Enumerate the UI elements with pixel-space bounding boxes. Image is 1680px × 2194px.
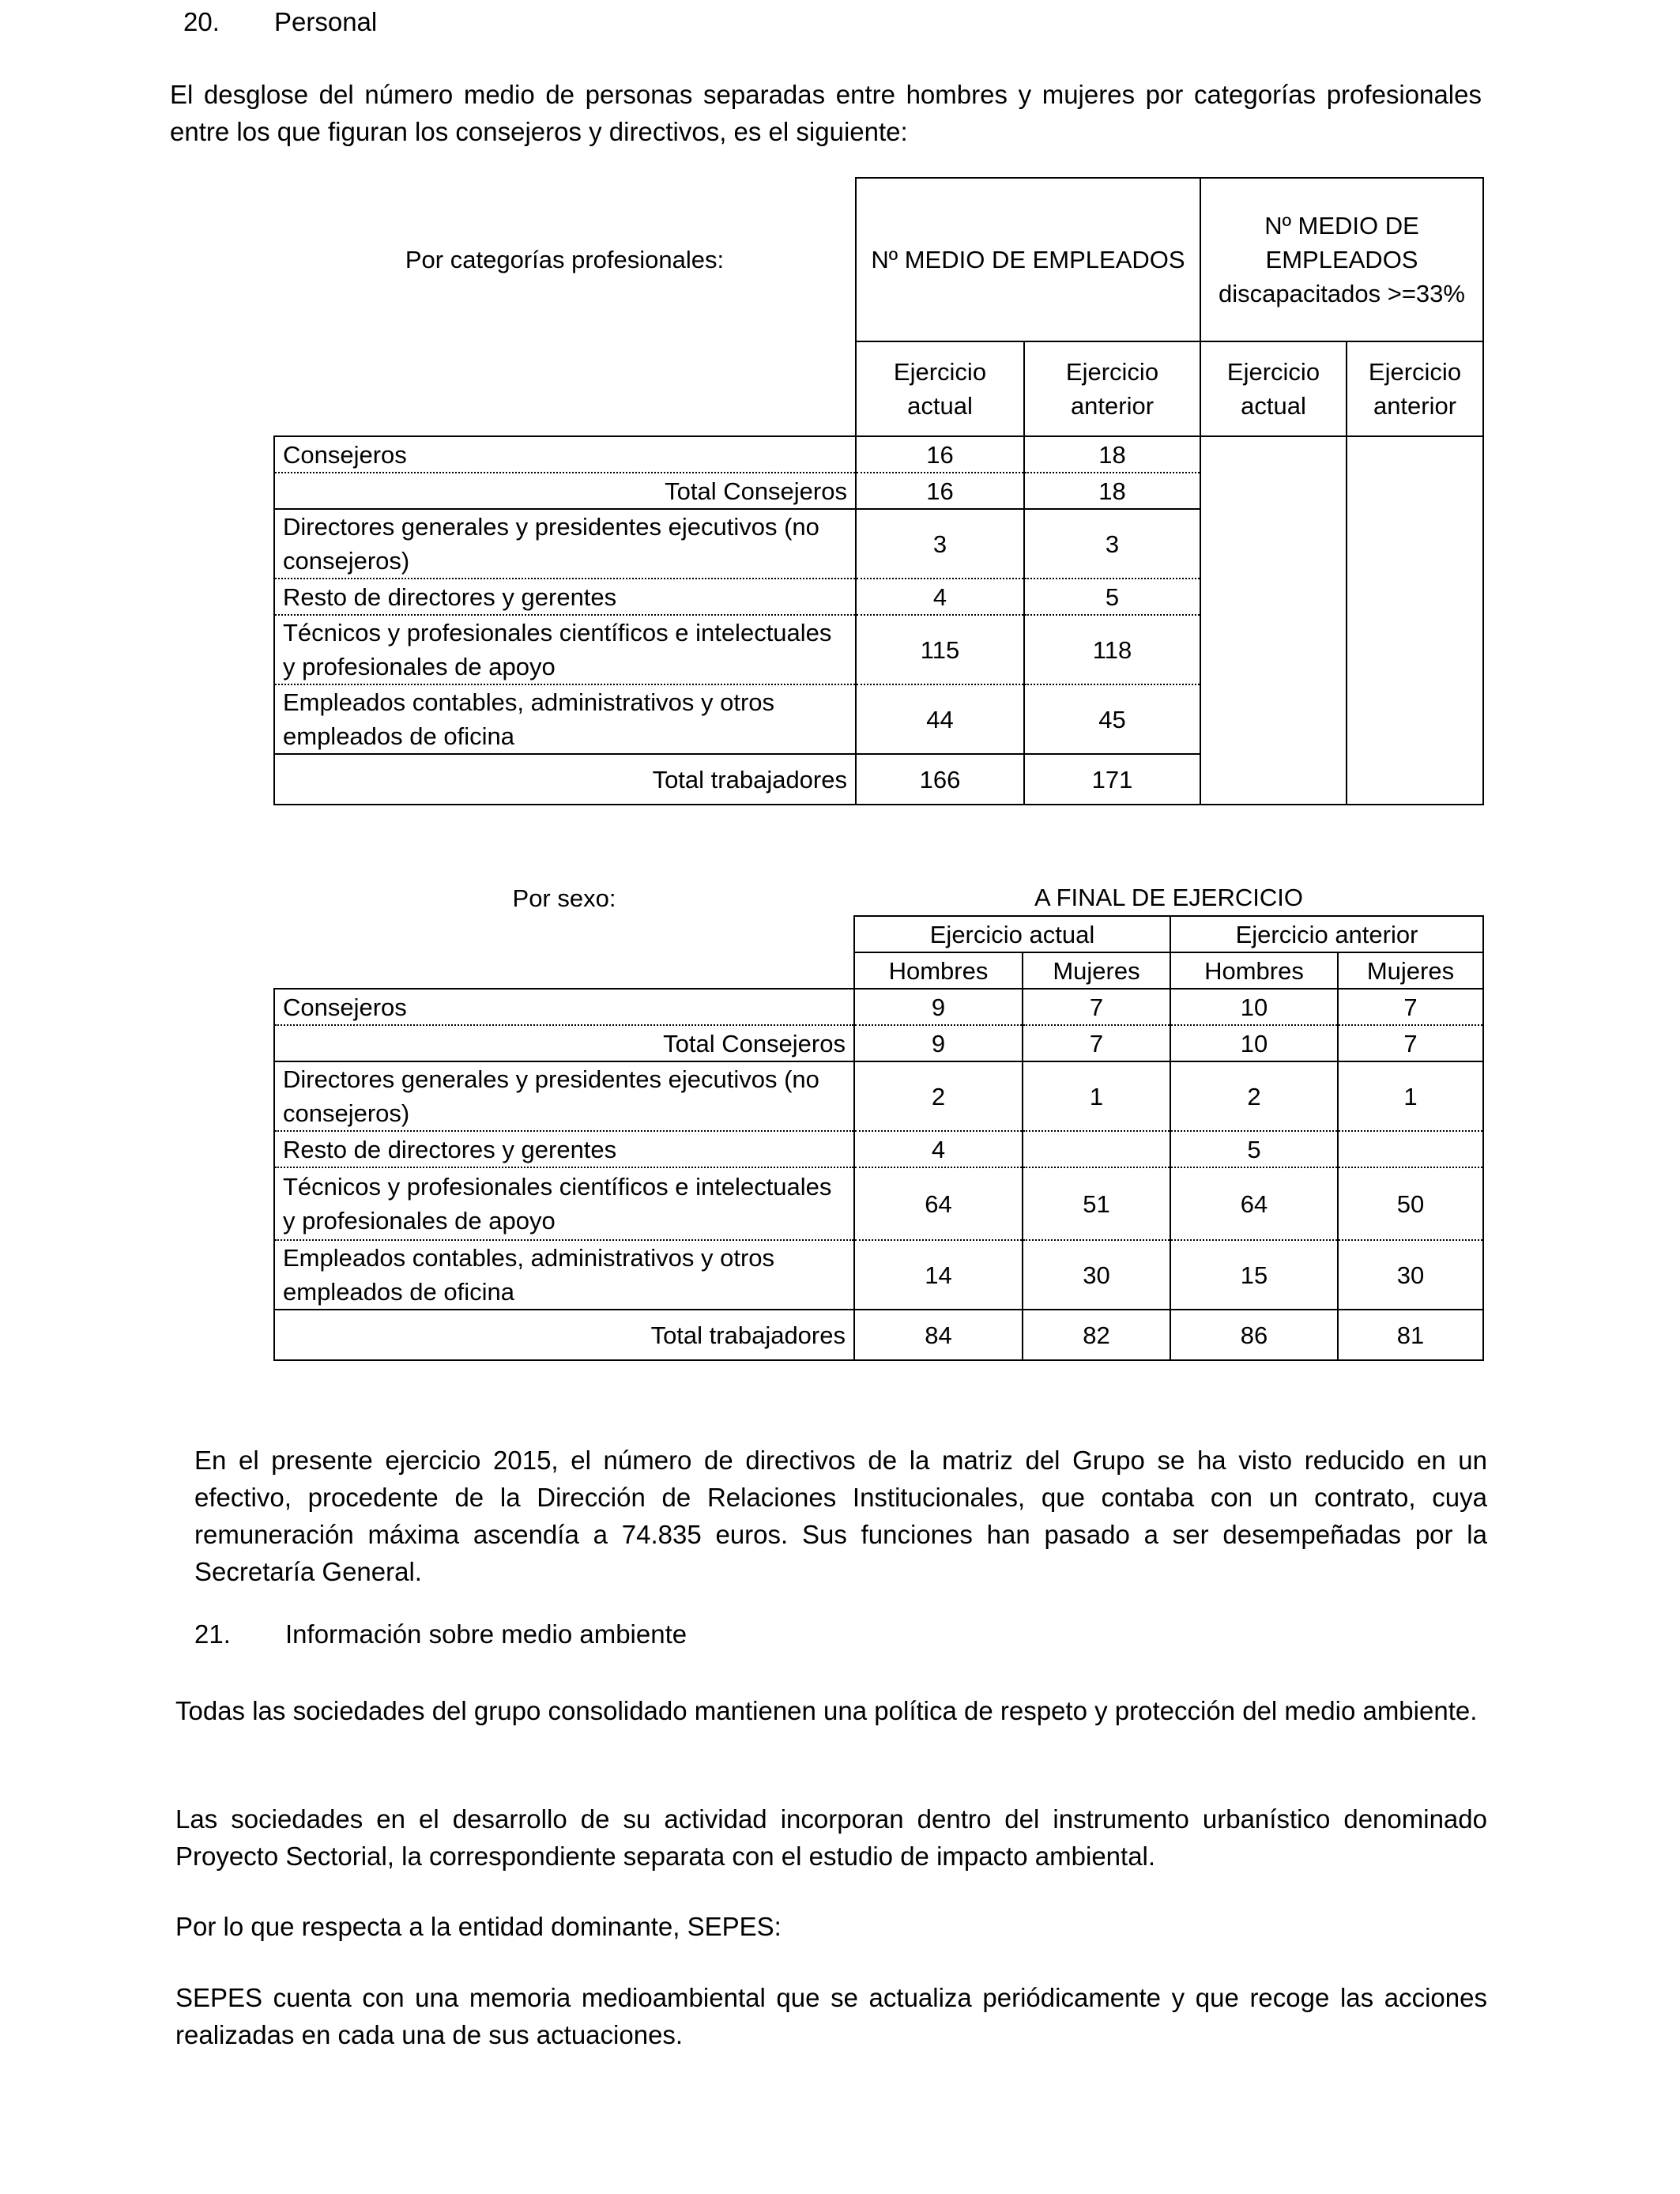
table-categories [273, 177, 1484, 805]
table-row: Consejeros 9 7 10 7 [274, 989, 1483, 1025]
table-row: Resto de directores y gerentes 4 5 [274, 1131, 1483, 1167]
table2-sub-actual: Ejercicio actual [854, 916, 1170, 952]
environment-paragraph-3: Por lo que respecta a la entidad dominante, SEPES: [175, 1912, 782, 1941]
table-row: Técnicos y profesionales científicos e intelectuales y profesionales de apoyo 64 51 64 50 [274, 1167, 1483, 1240]
table2-mujeres-anterior: Mujeres [1338, 952, 1483, 989]
table-row-total: Total trabajadores 84 82 86 81 [274, 1310, 1483, 1360]
section-title: Personal [274, 7, 378, 36]
table1-disc-sub-anterior: Ejercicio anterior [1347, 341, 1483, 436]
table-row: Total Consejeros 16 18 [274, 473, 1483, 509]
table-row: Empleados contables, administrativos y otros empleados de oficina 14 30 15 30 [274, 1240, 1483, 1310]
table2-sub-anterior: Ejercicio anterior [1170, 916, 1483, 952]
table-row: Consejeros 16 18 [274, 436, 1483, 473]
table-sex [273, 880, 1484, 1361]
table2-hombres-anterior: Hombres [1170, 952, 1338, 989]
table1-disc-sub-actual: Ejercicio actual [1200, 341, 1347, 436]
table2-col-group: A FINAL DE EJERCICIO [1034, 884, 1303, 911]
note-2015-paragraph: En el presente ejercicio 2015, el número de directivos de la matriz del Grupo se ha visto reducido en un efectivo, procedente de la Dirección de Relaciones Institucionales, que contaba con un contrato, cuya remuneración máxima ascendía a 74.835 euros. Sus funciones han pasado a ser desempeñadas por la Secretaría General. [194, 1446, 1487, 1586]
table1-disc-actual-empty [1200, 436, 1347, 805]
section-21-heading [194, 1619, 687, 1650]
intro-paragraph: El desglose del número medio de personas separadas entre hombres y mujeres por categorías profesionales entre los que figuran los consejeros y directivos, es el siguiente: [170, 80, 1482, 146]
environment-paragraph-4: SEPES cuenta con una memoria medioambiental que se actualiza periódicamente y que recoge las acciones realizadas en cada una de sus actuaciones. [175, 1983, 1487, 2049]
table-row: Directores generales y presidentes ejecutivos (no consejeros) 3 3 [274, 509, 1483, 579]
table-row: Resto de directores y gerentes 4 5 [274, 579, 1483, 615]
environment-paragraph-2: Las sociedades en el desarrollo de su actividad incorporan dentro del instrumento urbanístico denominado Proyecto Sectorial, la correspondiente separata con el estudio de impacto ambiental. [175, 1804, 1487, 1871]
section-20-heading [183, 6, 377, 38]
table1-col-group-discapacitados: Nº MEDIO DE EMPLEADOS discapacitados >=33% [1200, 178, 1483, 341]
table-row: Empleados contables, administrativos y otros empleados de oficina 44 45 [274, 684, 1483, 754]
section-title: Información sobre medio ambiente [285, 1619, 687, 1649]
section-number: 20. [183, 7, 220, 36]
environment-paragraph-1: Todas las sociedades del grupo consolidado mantienen una política de respeto y protección del medio ambiente. [175, 1696, 1478, 1725]
table1-sub-anterior: Ejercicio anterior [1024, 341, 1200, 436]
table-row-total: Total trabajadores 166 171 [274, 754, 1483, 805]
table-row: Técnicos y profesionales científicos e intelectuales y profesionales de apoyo 115 118 [274, 615, 1483, 684]
table-row: Directores generales y presidentes ejecutivos (no consejeros) 2 1 2 1 [274, 1061, 1483, 1131]
table2-mujeres-actual: Mujeres [1023, 952, 1170, 989]
table2-hombres-actual: Hombres [854, 952, 1023, 989]
table1-label: Por categorías profesionales: [405, 246, 725, 273]
table2-label: Por sexo: [512, 884, 616, 912]
section-number: 21. [194, 1619, 231, 1649]
table1-disc-anterior-empty [1347, 436, 1483, 805]
table1-sub-actual: Ejercicio actual [856, 341, 1024, 436]
table1-col-group-empleados: Nº MEDIO DE EMPLEADOS [856, 178, 1200, 341]
table-row: Total Consejeros 9 7 10 7 [274, 1025, 1483, 1061]
